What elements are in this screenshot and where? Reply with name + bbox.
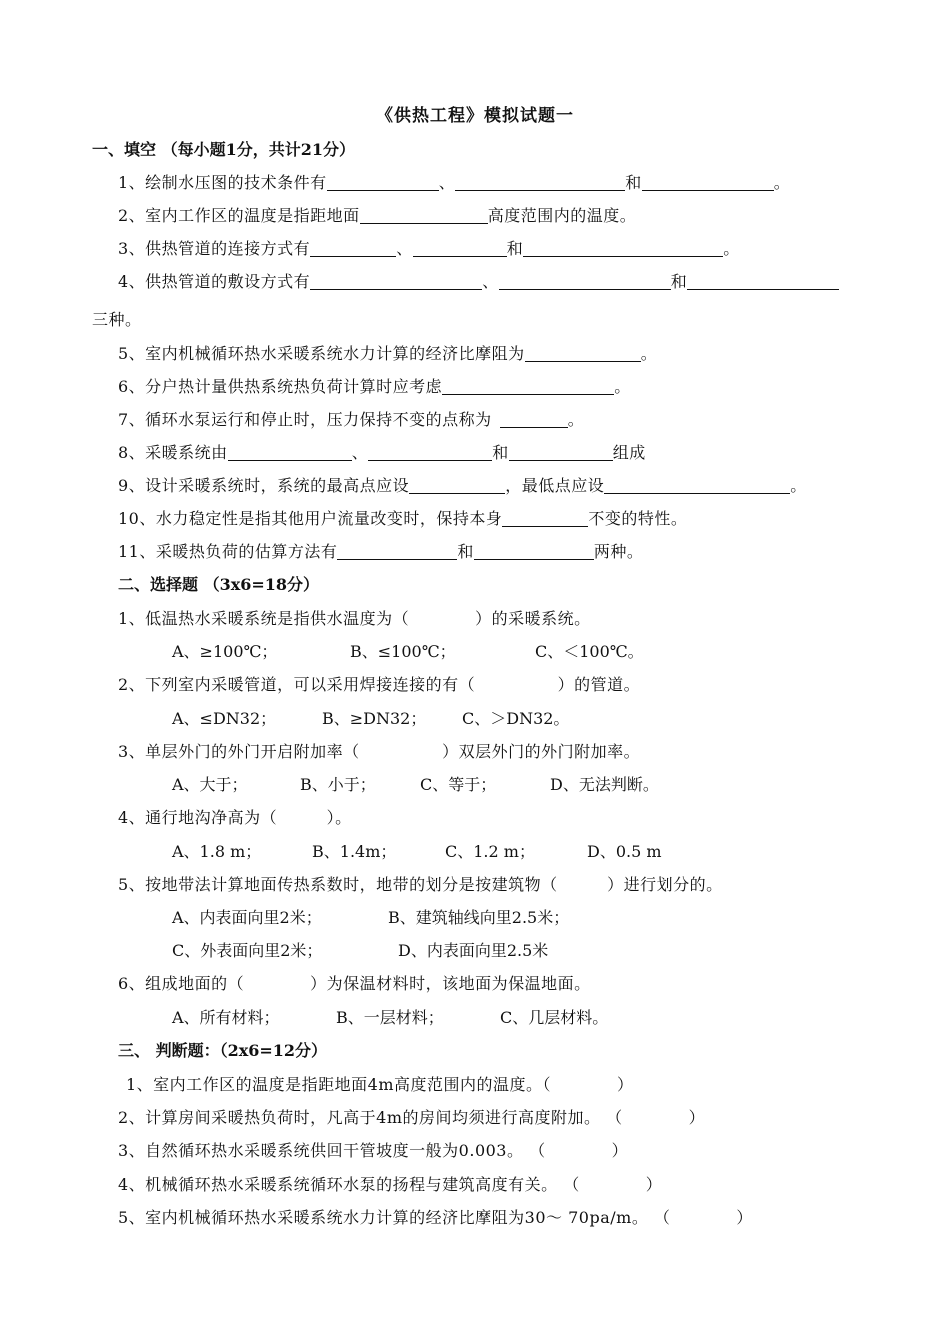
choice-option-b[interactable]: B、≤100℃； — [350, 642, 456, 661]
fill-question-5 — [118, 341, 657, 364]
question-text: 9、设计采暖系统时，系统的最高点应设 — [118, 476, 410, 495]
choice-option-c[interactable]: C、几层材料。 — [500, 1008, 609, 1027]
choice-question-2: 2、下列室内采暖管道，可以采用焊接连接的有（ ）的管道。 — [118, 675, 641, 694]
choice-option-d[interactable]: D、0.5 m — [587, 842, 662, 861]
choice-option-a[interactable]: A、≤DN32； — [172, 709, 277, 728]
question-text: 、 — [438, 173, 456, 192]
question-text: 、 — [396, 239, 413, 258]
choice-question-5: 5、按地带法计算地面传热系数时，地带的划分是按建筑物（ ）进行划分的。 — [118, 875, 723, 894]
question-text: 和 — [492, 443, 509, 462]
fill-question-7 — [118, 407, 584, 430]
fill-question-2 — [118, 203, 636, 226]
question-text: 4、供热管道的敷设方式有 — [118, 272, 311, 291]
fill-question-6 — [118, 374, 631, 397]
answer-blank[interactable] — [368, 444, 492, 461]
choice-question-4: 4、通行地沟净高为（ ）。 — [118, 808, 352, 827]
answer-blank[interactable] — [442, 378, 614, 395]
answer-blank[interactable] — [327, 174, 439, 191]
answer-blank[interactable] — [604, 477, 790, 494]
question-text: 两种。 — [593, 542, 644, 561]
question-text: 6、分户热计量供热系统热负荷计算时应考虑 — [118, 377, 443, 396]
choice-option-b[interactable]: B、1.4m； — [312, 842, 397, 861]
question-text: 高度范围内的温度。 — [487, 206, 637, 225]
judge-question-4: 4、机械循环热水采暖系统循环水泵的扬程与建筑高度有关。 （ ） — [118, 1175, 663, 1194]
answer-blank[interactable] — [337, 543, 457, 560]
question-text: ，最低点应设 — [505, 476, 605, 495]
answer-blank[interactable] — [228, 444, 352, 461]
judge-question-1: 1、室内工作区的温度是指距地面4m高度范围内的温度。（ ） — [126, 1075, 634, 1094]
answer-blank[interactable] — [525, 345, 641, 362]
fill-question-1 — [118, 170, 790, 193]
fill-question-9 — [118, 473, 807, 496]
question-text: 和 — [506, 239, 524, 258]
answer-blank[interactable] — [687, 273, 839, 290]
choice-option-c[interactable]: C、＞DN32。 — [462, 709, 570, 728]
question-text: 。 — [640, 344, 658, 363]
answer-blank[interactable] — [310, 240, 396, 257]
question-text: 组成 — [612, 443, 646, 462]
fill-question-10 — [118, 506, 687, 529]
answer-blank[interactable] — [500, 411, 568, 428]
judge-question-5: 5、室内机械循环热水采暖系统水力计算的经济比摩阻为30～ 70pa/m。 （ ） — [118, 1208, 753, 1227]
answer-blank[interactable] — [523, 240, 723, 257]
choice-option-c[interactable]: C、1.2 m； — [445, 842, 535, 861]
question-text: 3、供热管道的连接方式有 — [118, 239, 311, 258]
choice-option-c[interactable]: C、外表面向里2米； — [172, 941, 323, 960]
fill-question-8 — [118, 440, 646, 463]
question-text: 。 — [614, 377, 631, 396]
question-text: 、 — [482, 272, 499, 291]
answer-blank[interactable] — [409, 477, 505, 494]
question-text: 11、采暖热负荷的估算方法有 — [118, 542, 338, 561]
question-text: 5、室内机械循环热水采暖系统水力计算的经济比摩阻为 — [118, 344, 525, 363]
choice-option-a[interactable]: A、所有材料； — [172, 1008, 280, 1027]
fill-question-4 — [118, 269, 839, 292]
answer-blank[interactable] — [509, 444, 613, 461]
question-text: 不变的特性。 — [588, 509, 688, 528]
choice-option-b[interactable]: B、一层材料； — [336, 1008, 444, 1027]
question-text: 。 — [567, 410, 585, 429]
question-text: 和 — [457, 542, 474, 561]
choice-question-1: 1、低温热水采暖系统是指供水温度为（ ）的采暖系统。 — [118, 609, 591, 628]
judge-question-2: 2、计算房间采暖热负荷时，凡高于4m的房间均须进行高度附加。 （ ） — [118, 1108, 706, 1127]
section-3-heading: 三、 判断题：（2x6=12分） — [118, 1041, 328, 1060]
choice-option-b[interactable]: B、小于； — [300, 775, 376, 794]
fill-question-3 — [118, 236, 740, 259]
choice-option-b[interactable]: B、≥DN32； — [322, 709, 427, 728]
fill-question-11 — [118, 539, 643, 562]
answer-blank[interactable] — [455, 174, 625, 191]
choice-option-c[interactable]: C、＜100℃。 — [535, 642, 644, 661]
answer-blank[interactable] — [310, 273, 482, 290]
section-2-heading: 二、选择题 （3x6=18分） — [118, 575, 320, 594]
question-text: 、 — [351, 443, 369, 462]
choice-question-3: 3、单层外门的外门开启附加率（ ）双层外门的外门附加率。 — [118, 742, 641, 761]
answer-blank[interactable] — [502, 510, 588, 527]
choice-option-c[interactable]: C、等于； — [420, 775, 497, 794]
choice-option-d[interactable]: D、内表面向里2.5米 — [398, 941, 549, 960]
answer-blank[interactable] — [499, 273, 671, 290]
question-text: 。 — [773, 173, 791, 192]
question-text: 。 — [790, 476, 807, 495]
choice-option-a[interactable]: A、≥100℃； — [172, 642, 278, 661]
question-text: 10、水力稳定性是指其他用户流量改变时，保持本身 — [118, 509, 503, 528]
question-text: 1、绘制水压图的技术条件有 — [118, 173, 327, 192]
choice-option-a[interactable]: A、1.8 m； — [172, 842, 262, 861]
question-text: 7、循环水泵运行和停止时，压力保持不变的点称为 — [118, 410, 492, 429]
fill-question-4-continued: 三种。 — [92, 310, 142, 329]
exam-title: 《供热工程》模拟试题一 — [376, 106, 574, 126]
choice-option-a[interactable]: A、大于； — [172, 775, 248, 794]
answer-blank[interactable] — [413, 240, 507, 257]
judge-question-3: 3、自然循环热水采暖系统供回干管坡度一般为0.003。 （ ） — [118, 1141, 629, 1160]
choice-option-d[interactable]: D、无法判断。 — [550, 775, 659, 794]
answer-blank[interactable] — [642, 174, 774, 191]
question-text: 8、采暖系统由 — [118, 443, 228, 462]
question-text: 和 — [670, 272, 688, 291]
question-text: 。 — [723, 239, 740, 258]
answer-blank[interactable] — [474, 543, 594, 560]
choice-question-6: 6、组成地面的（ ）为保温材料时，该地面为保温地面。 — [118, 974, 591, 993]
question-text: 和 — [625, 173, 642, 192]
choice-option-b[interactable]: B、建筑轴线向里2.5米； — [388, 908, 570, 927]
answer-blank[interactable] — [360, 207, 488, 224]
choice-option-a[interactable]: A、内表面向里2米； — [172, 908, 322, 927]
section-1-heading: 一、填空 （每小题1分，共计21分） — [92, 140, 355, 159]
question-text: 2、室内工作区的温度是指距地面 — [118, 206, 360, 225]
